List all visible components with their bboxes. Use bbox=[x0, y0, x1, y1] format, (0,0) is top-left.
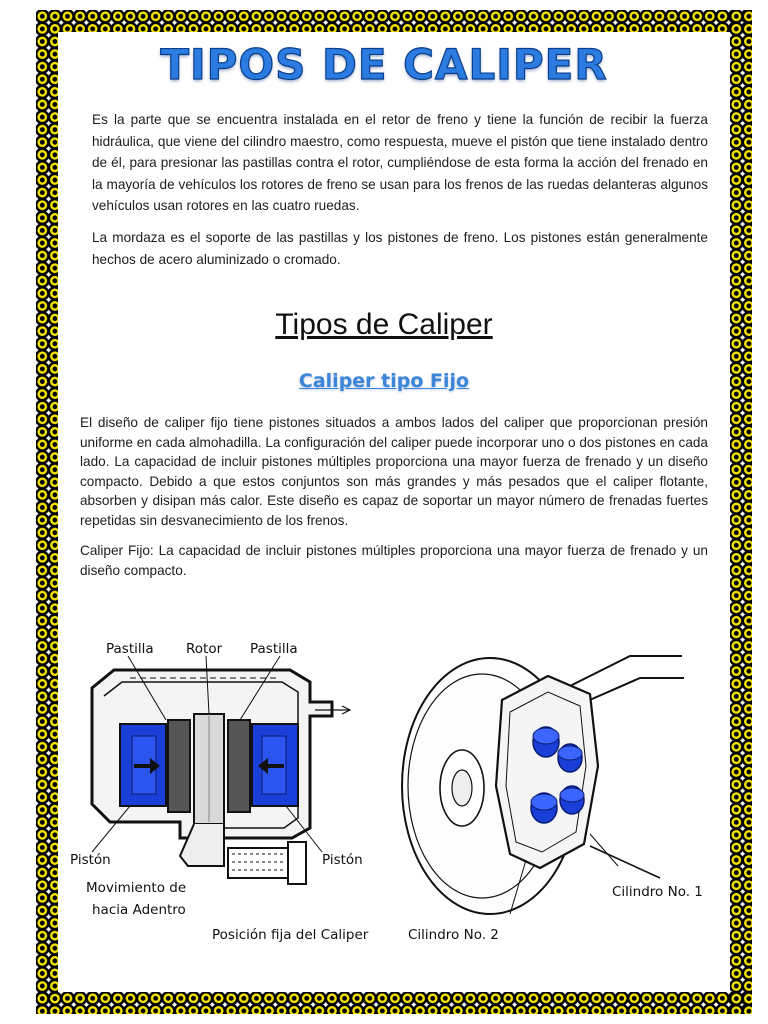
fixed-caliper-paragraph: El diseño de caliper fijo tiene pistones situados a ambos lados del caliper que proporcionan presión uniforme en cada almohadilla. La configuración del caliper puede incorporar uno o dos pistones en cada lado. La capacidad de incluir pistones múltiples proporciona una mayor fuerza de frenado y un diseño compacto. Debido a que estos conjuntos son más grandes y más pesados que el caliper flotante, absorben y disipan más calor. Este diseño es capaz de soportar un mayor número de frenadas fuertes repetidas sin desvanecimiento de los frenos. bbox=[80, 415, 708, 528]
radiation-border-top bbox=[36, 10, 752, 32]
section-title: Tipos de Caliper bbox=[275, 308, 493, 341]
left-pad bbox=[168, 720, 190, 812]
label-pad-right: Pastilla bbox=[250, 641, 298, 657]
label-rotor: Rotor bbox=[186, 641, 223, 657]
caliper-bolt bbox=[228, 848, 288, 878]
intro-paragraph-2: La mordaza es el soporte de las pastillas y los pistones de freno. Los pistones están generalmente hechos de acero aluminizado o cromado. bbox=[92, 230, 708, 267]
label-fixed-position: Posición fija del Caliper bbox=[212, 927, 369, 943]
page-title: TIPOS DE CALIPER bbox=[160, 40, 608, 89]
right-pad bbox=[228, 720, 250, 812]
radiation-border-right bbox=[730, 10, 752, 1014]
caliper-figure bbox=[70, 616, 730, 956]
label-movement-line2: hacia Adentro bbox=[92, 902, 186, 918]
label-piston-left: Pistón bbox=[70, 852, 111, 868]
intro-paragraph-1: Es la parte que se encuentra instalada en el retor de freno y tiene la función de recibir la fuerza hidráulica, que viene del cilindro maestro, como respuesta, mueve el pistón que tiene instalado dentro de él, para presionar las pastillas contra el rotor, cumpliéndose de esta forma la acción del frenado en la mayoría de vehículos los rotores de freno se usan para los frenos de las ruedas delanteras algunos vehículos usan rotores en las cuatro ruedas. bbox=[92, 112, 708, 213]
radiation-border-bottom bbox=[36, 992, 752, 1014]
section-subtitle: Caliper tipo Fijo bbox=[298, 370, 470, 392]
label-cylinder-2: Cilindro No. 2 bbox=[408, 927, 499, 943]
radiation-border-left bbox=[36, 10, 58, 1014]
fixed-caliper-summary: Caliper Fijo: La capacidad de incluir pistones múltiples proporciona una mayor fuerza de frenado y un diseño compacto. bbox=[80, 543, 708, 578]
label-cylinder-1: Cilindro No. 1 bbox=[612, 884, 703, 900]
label-pad-left: Pastilla bbox=[106, 641, 154, 657]
caliper-body bbox=[496, 676, 598, 868]
label-movement-line1: Movimiento de bbox=[86, 880, 187, 896]
label-piston-right: Pistón bbox=[322, 852, 363, 868]
